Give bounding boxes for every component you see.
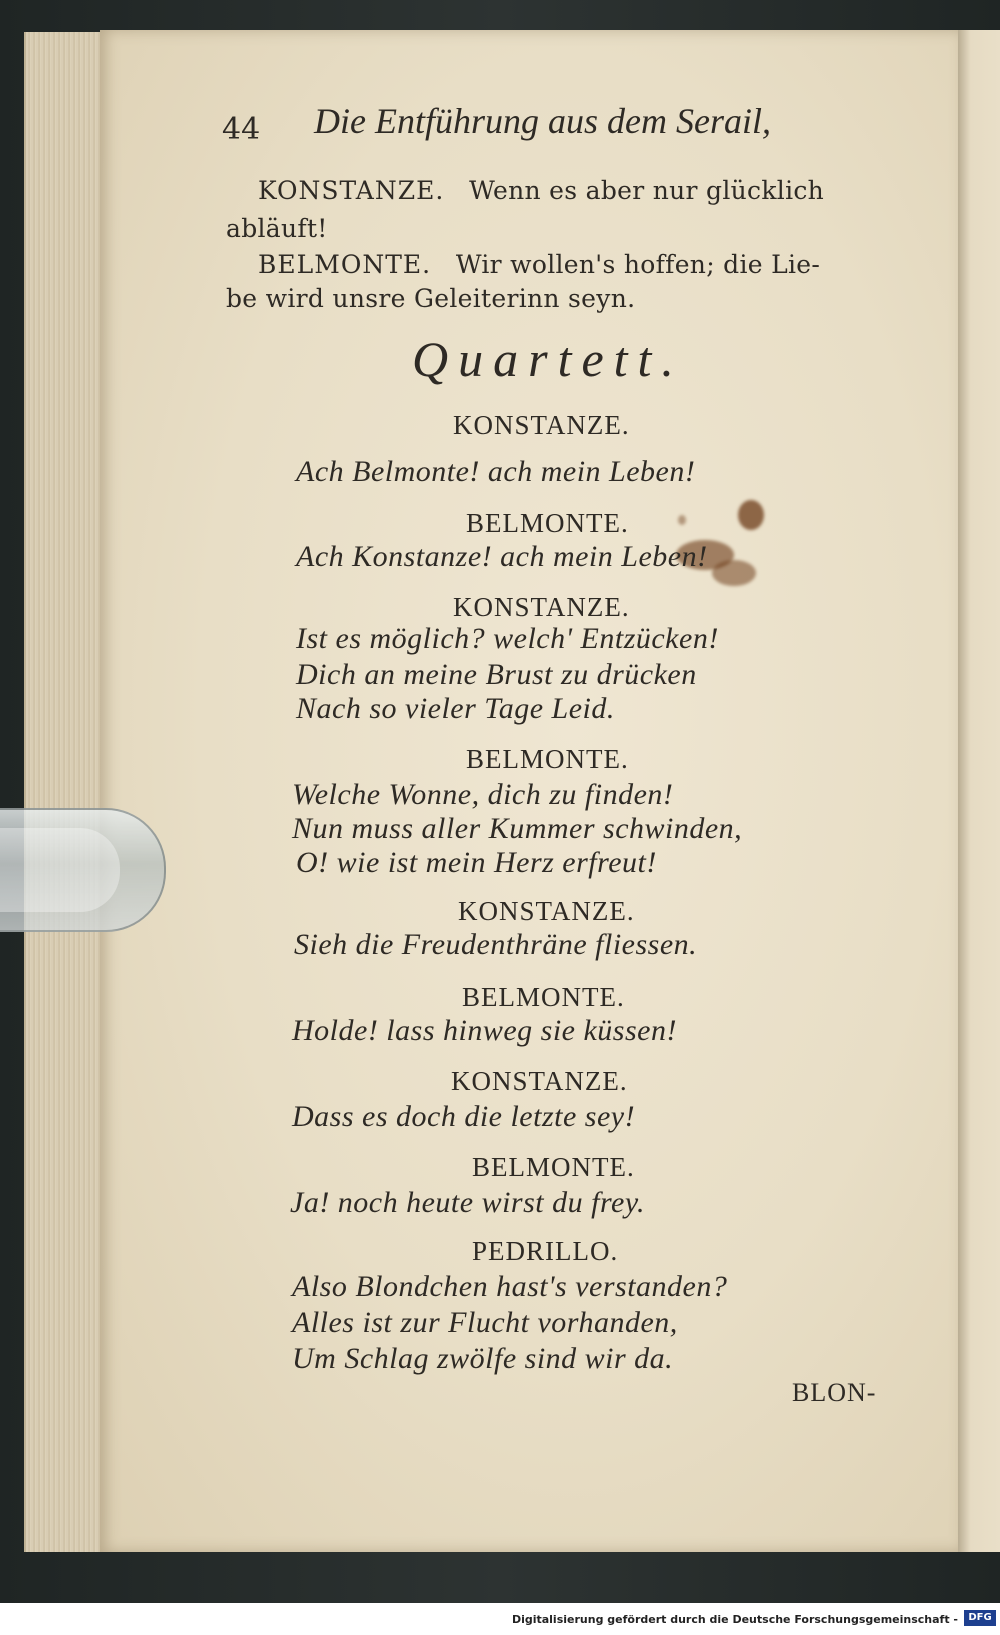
prose-text: Wenn es aber nur glücklich: [469, 176, 825, 205]
facing-page-edge: [958, 30, 1000, 1552]
verse-line: Dich an meine Brust zu drücken: [296, 658, 697, 691]
verse-line: Ist es möglich? welch' Entzücken!: [296, 622, 719, 655]
verse-line: Dass es doch die letzte sey!: [292, 1100, 636, 1133]
verse-line: O! wie ist mein Herz erfreut!: [296, 846, 657, 879]
speaker-heading: KONSTANZE.: [453, 410, 630, 440]
speaker-name: KONSTANZE.: [258, 176, 445, 205]
verse-line: Holde! lass hinweg sie küssen!: [292, 1014, 677, 1047]
footer-credit: Digitalisierung gefördert durch die Deutsche Forschungsgemeinschaft -: [511, 1613, 958, 1626]
verse-line: Also Blondchen hast's verstanden?: [292, 1270, 728, 1303]
dfg-logo: DFG: [964, 1610, 996, 1626]
page-clip: [0, 808, 166, 932]
verse-line: Um Schlag zwölfe sind wir da.: [292, 1342, 674, 1375]
verse-line: Nach so vieler Tage Leid.: [296, 692, 615, 725]
speaker-heading: BELMONTE.: [466, 508, 629, 538]
catchword: BLON-: [792, 1378, 877, 1407]
prose-line: be wird unsre Geleiterinn seyn.: [226, 284, 636, 313]
stain: [712, 560, 756, 586]
page-clip-highlight: [0, 828, 120, 912]
verse-line: Sieh die Freudenthräne fliessen.: [294, 928, 698, 961]
prose-line: abläuft!: [226, 214, 328, 243]
speaker-heading: KONSTANZE.: [451, 1066, 628, 1096]
verse-line: Welche Wonne, dich zu finden!: [292, 778, 674, 811]
speaker-heading: KONSTANZE.: [453, 592, 630, 622]
verse-line: Nun muss aller Kummer schwinden,: [292, 812, 743, 845]
verse-line: Ach Belmonte! ach mein Leben!: [296, 455, 696, 488]
verse-line: Ach Konstanze! ach mein Leben!: [296, 540, 708, 573]
running-title: Die Entführung aus dem Serail,: [314, 101, 771, 141]
speaker-heading: BELMONTE.: [472, 1152, 635, 1182]
speaker-heading: BELMONTE.: [462, 982, 625, 1012]
footer-bar: [0, 1603, 1000, 1635]
speaker-heading: BELMONTE.: [466, 744, 629, 774]
prose-line: [258, 250, 820, 279]
verse-line: Alles ist zur Flucht vorhanden,: [292, 1306, 678, 1339]
verse-line: Ja! noch heute wirst du frey.: [290, 1186, 645, 1219]
section-title: Quartett.: [412, 331, 684, 387]
speaker-heading: KONSTANZE.: [458, 896, 635, 926]
prose-line: [258, 176, 824, 205]
page-number: 44: [222, 112, 261, 147]
stain: [738, 500, 764, 530]
prose-text: Wir wollen's hoffen; die Lie-: [455, 250, 821, 279]
speaker-name: BELMONTE.: [258, 250, 432, 279]
speaker-heading: PEDRILLO.: [472, 1236, 619, 1266]
stain: [678, 515, 686, 525]
